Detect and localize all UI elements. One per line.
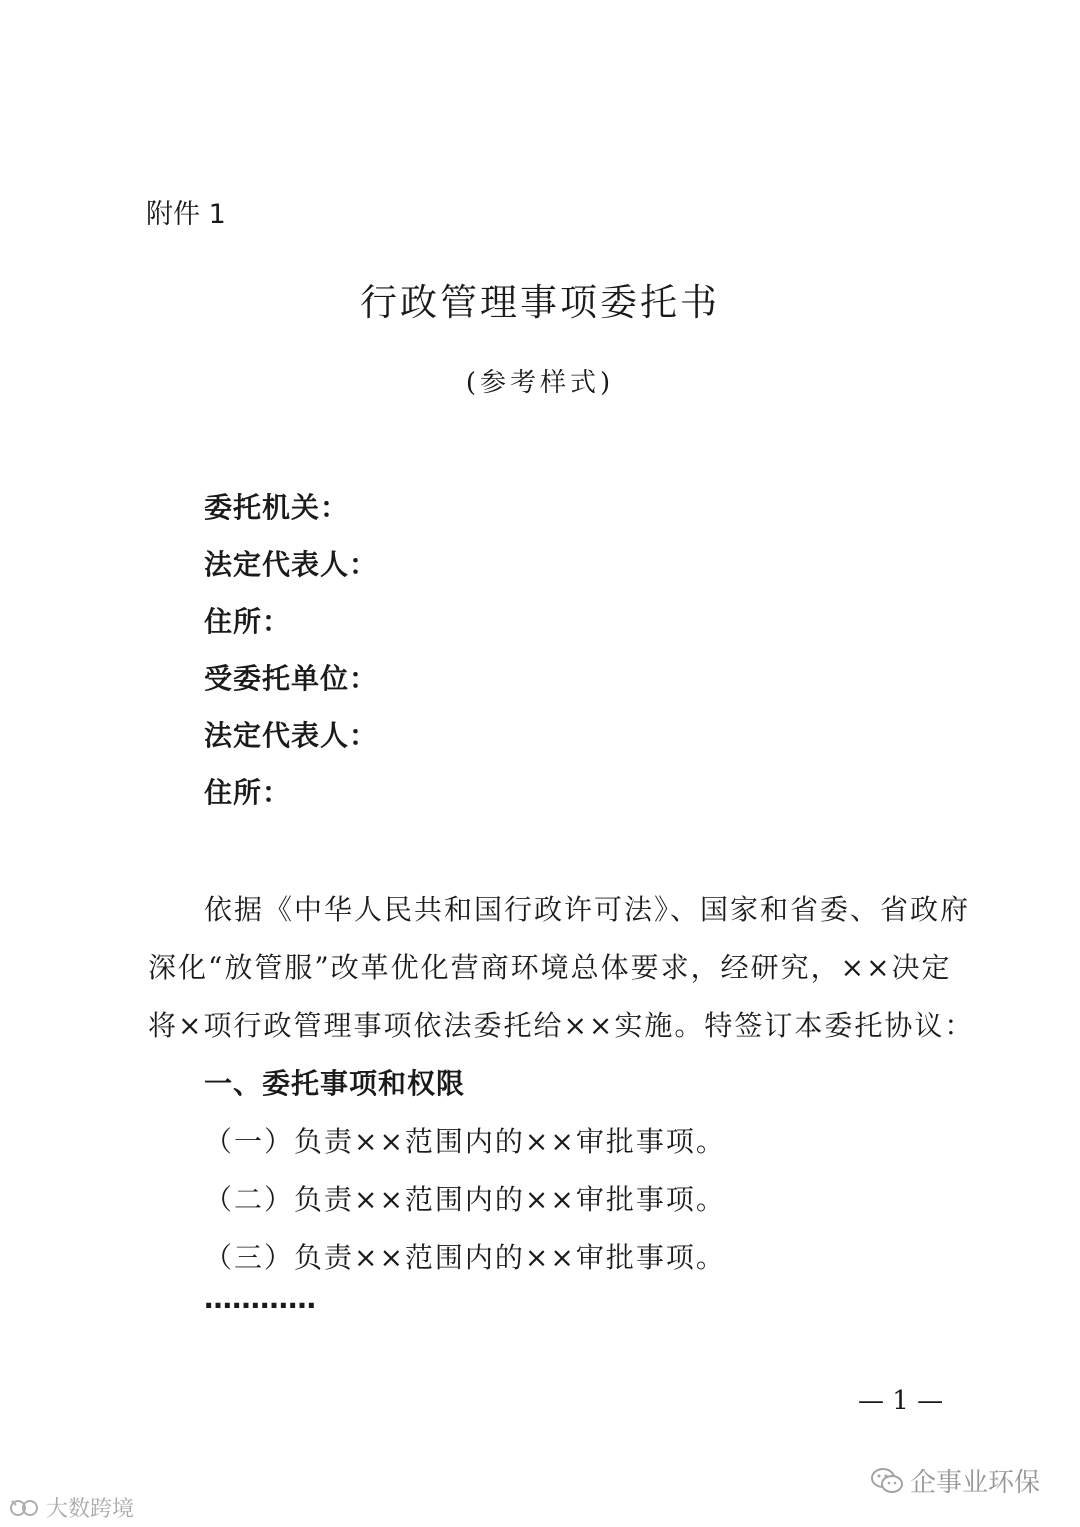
watermark-right-text: 企事业环保 xyxy=(910,1468,1041,1498)
body-line-3: 将×项行政管理事项依法委托给××实施。特签订本委托协议： xyxy=(148,1009,975,1042)
document-title: 行政管理事项委托书 xyxy=(360,281,720,324)
section-item-3: （三）负责××范围内的××审批事项。 xyxy=(204,1241,726,1274)
ellipsis: ………… xyxy=(204,1282,316,1315)
body-line-1: 依据《中华人民共和国行政许可法》、国家和省委、省政府 xyxy=(204,893,971,926)
section-item-2: （二）负责××范围内的××审批事项。 xyxy=(204,1183,726,1216)
field-entrusting-authority: 委托机关： xyxy=(204,491,350,524)
section-item-1: （一）负责××范围内的××审批事项。 xyxy=(204,1125,726,1158)
attachment-label: 附件 1 xyxy=(146,199,226,230)
field-entrusted-address: 住所： xyxy=(204,776,292,809)
section-heading: 一、委托事项和权限 xyxy=(204,1067,466,1100)
field-legal-representative: 法定代表人： xyxy=(204,548,379,581)
watermark-left xyxy=(8,1492,134,1523)
wechat-icon xyxy=(870,1467,904,1495)
document-subtitle: (参考样式) xyxy=(465,368,615,398)
watermark-right xyxy=(870,1462,1040,1499)
field-entrusted-legal-representative: 法定代表人： xyxy=(204,719,379,752)
body-line-2: 深化“放管服”改革优化营商环境总体要求，经研究，××决定 xyxy=(148,951,952,984)
page-number: — 1 — xyxy=(858,1386,944,1416)
field-address: 住所： xyxy=(204,605,292,638)
brand-logo-icon xyxy=(8,1497,42,1519)
watermark-left-text: 大数跨境 xyxy=(46,1497,135,1522)
field-entrusted-unit: 受委托单位： xyxy=(204,662,379,695)
